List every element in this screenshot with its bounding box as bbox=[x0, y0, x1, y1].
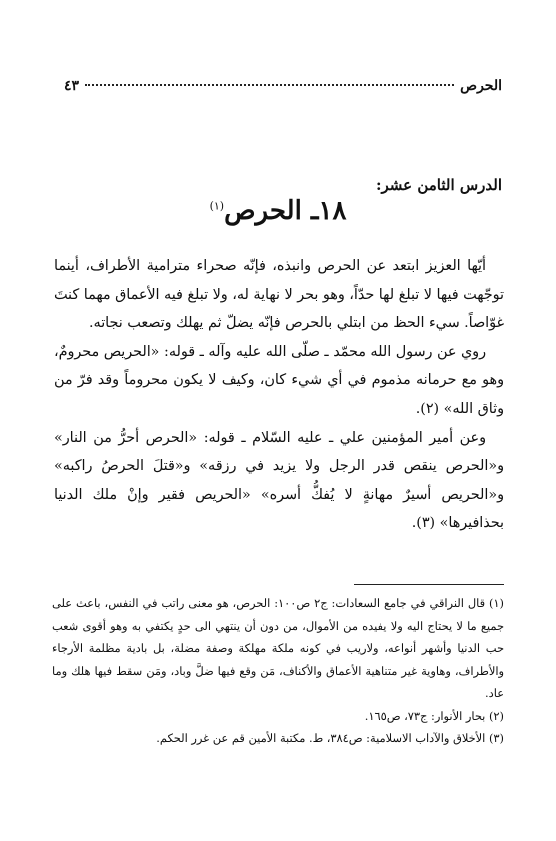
chapter-title bbox=[0, 196, 556, 226]
footnote-separator bbox=[354, 584, 504, 585]
footnote-2: (٢) بحار الأنوار: ج٧٣، ص١٦٥. bbox=[364, 708, 504, 723]
header-title: الحرص bbox=[460, 78, 502, 94]
paragraph-intro: أيّها العزيز ابتعد عن الحرص وانبذه، فإنّه صحراء مترامية الأطراف، أينما توجّهت فيها لا تبلغ لها حدّاً، وهو بحر لا نهاية له، ولا تبلغ فيه الأعماق مهما كنتَ غوّاصاً. سيء الحظ من ابتلي بالحرص فإنّه يضلّ ثم يهلك وتصعب نجاته. bbox=[54, 258, 504, 332]
footnote-3: (٣) الأخلاق والآداب الاسلامية: ص٣٨٤، ط. مكتبة الأمين قم عن غرر الحكم. bbox=[156, 731, 504, 745]
paragraph-prophet-hadith: روي عن رسول الله محمّد ـ صلّى الله عليه وآله ـ قوله: «الحريص محرومٌ، وهو مع حرمانه مذموم في أي شيء كان، وكيف لا يكون محروماً وقد فرّ من وثاق الله» (٢). bbox=[54, 343, 504, 417]
lesson-label: الدرس الثامن عشر: bbox=[375, 176, 502, 194]
footnotes bbox=[52, 592, 504, 750]
paragraph-ali-sayings: وعن أمير المؤمنين علي ـ عليه السّلام ـ قوله: «الحرص أحرُّ من النار» و«الحرص ينقص قدر الرجل ولا يزيد في رزقه» و«قتلَ الحرصُ راكبه» و«الحريص أسيرٌ مهانةٍ لا يُفكُّ أسره» «الحريص فقير وإنْ ملك الدنيا بحذافيرها» (٣). bbox=[54, 429, 504, 532]
header-leader-dots bbox=[85, 84, 454, 86]
chapter-title-text: ١٨ـ الحرص bbox=[224, 196, 347, 226]
running-header bbox=[64, 78, 502, 100]
footnote-1: (١) قال النراقي في جامع السعادات: ج٢ ص١٠٠: الحرص، هو معنى راتب في النفس، باعث على جميع ما لا يحتاج اليه ولا يفيده من الأموال، من دون أن ينتهي الى حدٍ يكتفي به وهو أقوى شعب حب الدنيا وأشهر أنواعه، ولاريب في كونه ملكة مهلكة وصفة مضلة، بل بادية مظلمة الأرجاء والأطراف، وهاوية غير متناهية الأعماق والأكناف، مَن وقع فيها ضلَّ وباد، ومَن سقط فيها هلك وما عاد. bbox=[52, 596, 504, 700]
chapter-footnote-ref: (١) bbox=[209, 199, 225, 213]
body-text bbox=[54, 252, 504, 538]
page-number: ٤٣ bbox=[64, 78, 80, 94]
